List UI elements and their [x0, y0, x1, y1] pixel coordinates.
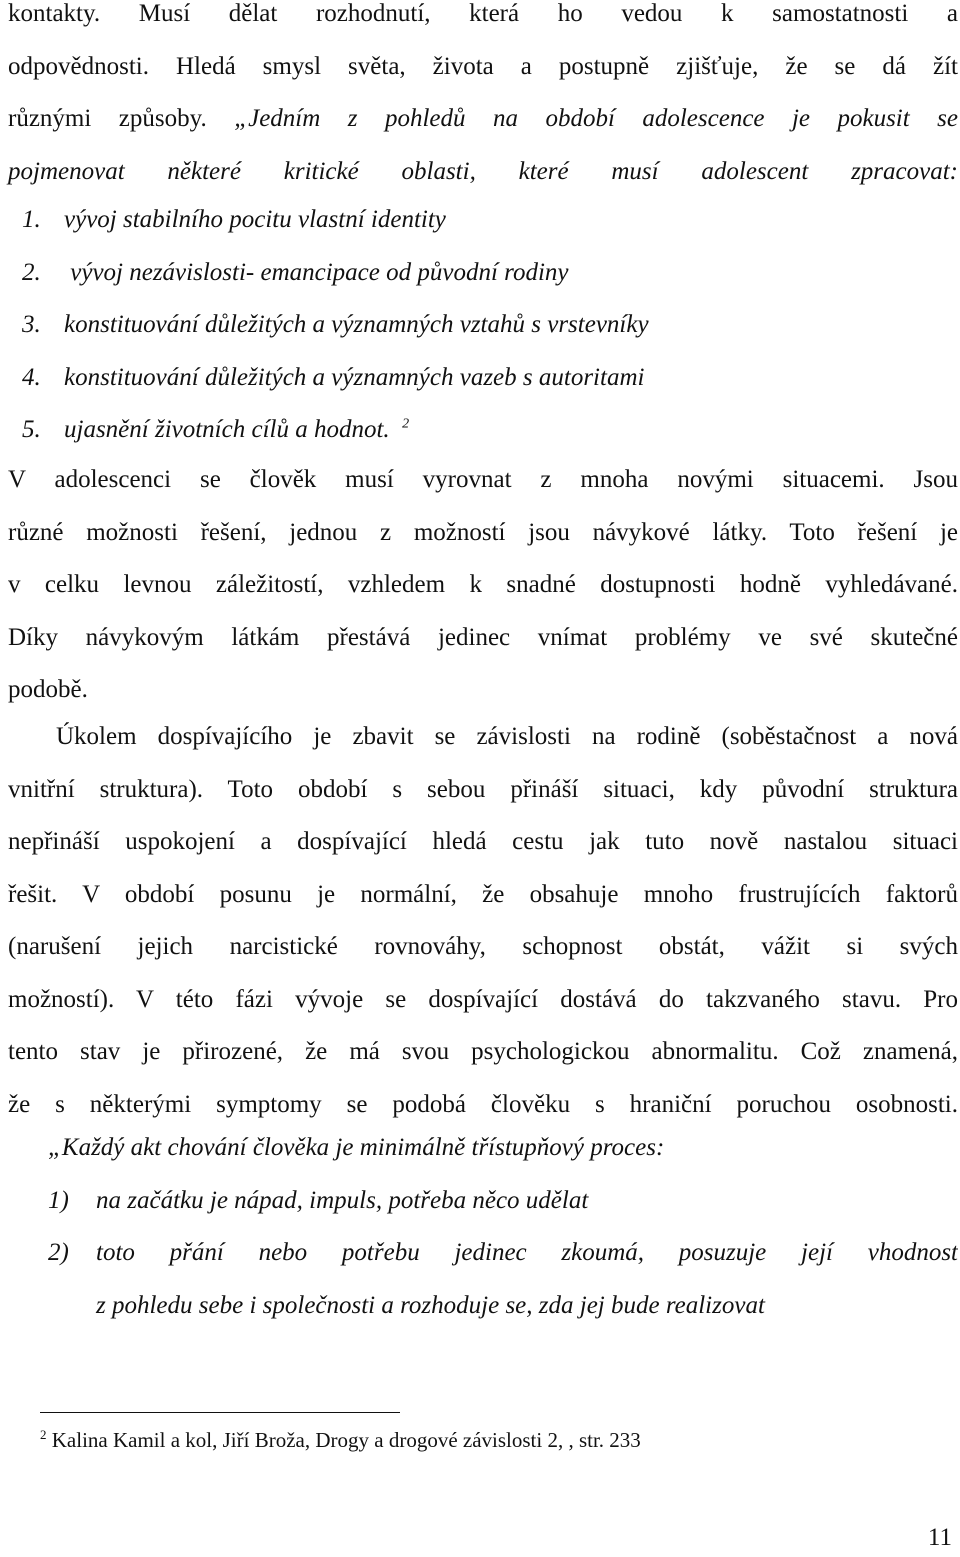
list-item: 5. ujasnění životních cílů a hodnot. $^2$: [22, 416, 410, 443]
paragraph-line: řešit. V období posunu je normální, že obsahuje mnoho frustrujících faktorů: [8, 880, 958, 908]
footnote: [40, 1425, 641, 1455]
paragraph-line: nepřináší uspokojení a dospívající hledá cestu jak tuto nově nastalou situaci: [8, 828, 958, 855]
quote-start: „Jedním z pohledů na období adolescence je pokusit se: [234, 105, 958, 132]
paragraph-line: podobě.: [8, 676, 88, 703]
page-number: 11: [927, 1524, 952, 1551]
paragraph-line: Úkolem dospívajícího je zbavit se závislosti na rodině (soběstačnost a nová: [56, 723, 958, 750]
quote-step: 1) na začátku je nápad, impuls, potřeba něco udělat: [48, 1186, 589, 1214]
paragraph-line: vnitřní struktura). Toto období s sebou přináší situaci, kdy původní struktura: [8, 775, 958, 803]
intro-paragraph: [8, 0, 958, 198]
list-item: 4. konstituování důležitých a významných vazeb s autoritami: [22, 363, 645, 391]
critical-areas-list: [22, 194, 649, 457]
paragraph-line: V adolescenci se člověk musí vyrovnat z mnoha novými situacemi. Jsou: [8, 466, 958, 493]
paragraph-line: možností). V této fázi vývoje se dospívající dostává do takzvaného stavu. Pro: [8, 985, 958, 1013]
quote-step: 2) toto přání nebo potřebu jedinec zkoumá, posuzuje její vhodnost: [48, 1239, 958, 1266]
paragraph-line: (narušení jejich narcistické rovnováhy, schopnost obstát, vážit si svých: [8, 933, 958, 960]
quote-intro: „Každý akt chování člověka je minimálně třístupňový proces:: [48, 1134, 665, 1161]
list-item: 2. vývoj nezávislosti- emancipace od původní rodiny: [22, 258, 569, 286]
list-item: 3. konstituování důležitých a významných vztahů s vrstevníky: [22, 311, 649, 338]
footnote-separator: [40, 1412, 400, 1413]
intro-line-1: kontakty. Musí dělat rozhodnutí, která ho vedou k samostatnosti a: [8, 0, 958, 27]
footnote-reference: 2: [402, 416, 410, 432]
paragraph-line: tento stav je přirozené, že má svou psychologickou abnormalitu. Což znamená,: [8, 1038, 958, 1065]
process-quote: [48, 1122, 958, 1332]
paragraph-line: že s některými symptomy se podobá člověku s hraniční poruchou osobnosti.: [8, 1090, 958, 1118]
paragraph-line: Díky návykovým látkám přestává jedinec vnímat problémy ve své skutečné: [8, 623, 958, 651]
quote-step-continuation: z pohledu sebe i společnosti a rozhoduje se, zda jej bude realizovat: [96, 1291, 765, 1319]
list-item: 1. vývoj stabilního pocitu vlastní identity: [22, 206, 446, 233]
intro-line-2: odpovědnosti. Hledá smysl světa, života a postupně zjišťuje, že se dá žít: [8, 52, 958, 80]
paragraph-line: v celku levnou záležitostí, vzhledem k snadné dostupnosti hodně vyhledávané.: [8, 571, 958, 598]
paragraph-2: [8, 711, 958, 1131]
footnote-text: Kalina Kamil a kol, Jiří Broža, Drogy a drogové závislosti 2, , str. 233: [46, 1428, 641, 1452]
footnote-mark: 2: [40, 1427, 47, 1442]
paragraph-line: různé možnosti řešení, jednou z možností jsou návykové látky. Toto řešení je: [8, 518, 958, 546]
intro-line-4: pojmenovat některé kritické oblasti, které musí adolescent zpracovat:: [8, 157, 958, 185]
intro-line-3: různými způsoby. „Jedním z pohledů na období adolescence je pokusit se: [8, 105, 958, 132]
paragraph-1: [8, 454, 958, 717]
